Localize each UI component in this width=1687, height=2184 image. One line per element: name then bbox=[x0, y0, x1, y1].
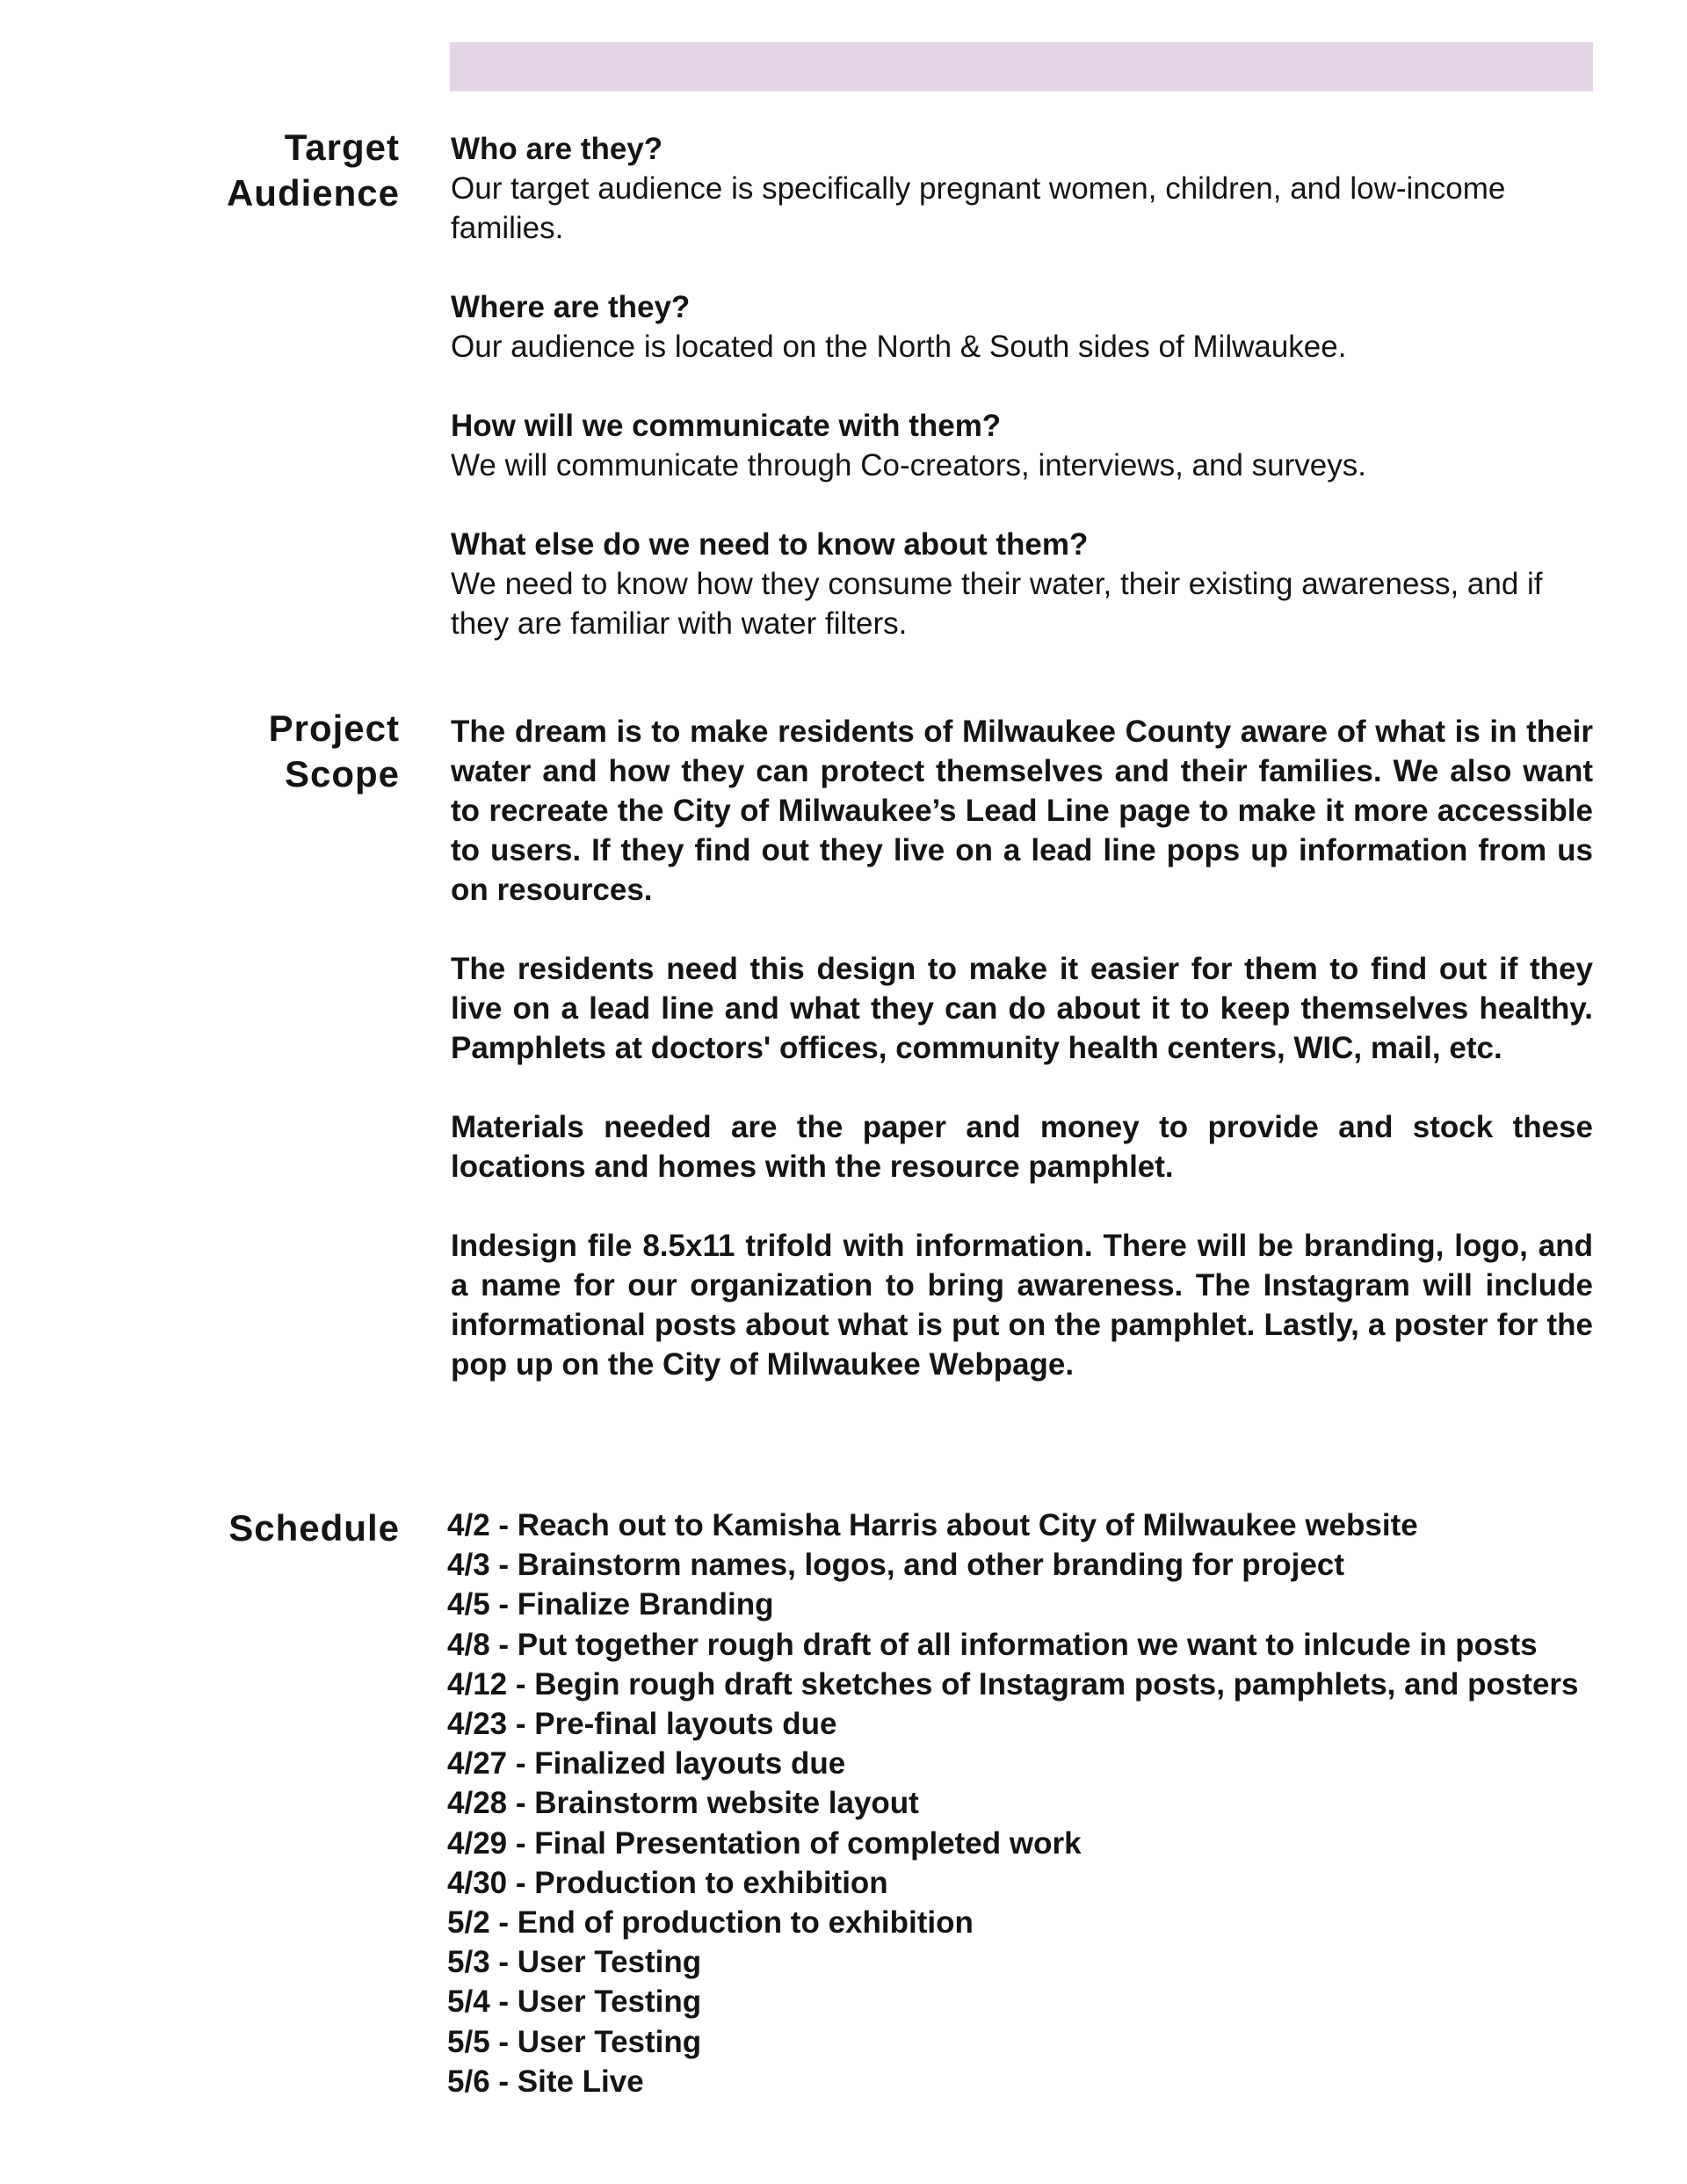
scope-paragraph: The residents need this design to make it easier for them to find out if they live on a lead line and what they can do about it to keep themselves healthy. Pamphlets at doctors' offices, community health centers, WIC, mail, etc. bbox=[451, 952, 1593, 1065]
schedule-item: 5/3 - User Testing bbox=[447, 1945, 702, 1980]
target-audience-label: Target Audience bbox=[226, 127, 400, 214]
schedule-item: 4/23 - Pre-final layouts due bbox=[447, 1707, 837, 1742]
target-audience-content bbox=[451, 129, 1593, 643]
schedule-item: 4/12 - Begin rough draft sketches of Instagram posts, pamphlets, and posters bbox=[447, 1666, 1579, 1701]
project-scope-label: Project Scope bbox=[268, 707, 400, 795]
answer: Our audience is located on the North & South sides of Milwaukee. bbox=[451, 330, 1347, 364]
schedule-item: 5/5 - User Testing bbox=[447, 2024, 702, 2059]
scope-paragraph: Materials needed are the paper and money to provide and stock these locations and homes with the resource pamphlet. bbox=[451, 1110, 1593, 1184]
question: Where are they? bbox=[451, 290, 691, 324]
schedule-item: 4/29 - Final Presentation of completed work bbox=[447, 1825, 1082, 1861]
answer: We will communicate through Co-creators, interviews, and surveys. bbox=[451, 448, 1366, 483]
scope-paragraph: The dream is to make residents of Milwaukee County aware of what is in their water and how they can protect themselves and their families. We also want to recreate the City of Milwaukee’s Lead Line page to make it more accessible to users. If they find out they live on a lead line pops up information from us on resources. bbox=[451, 715, 1593, 907]
answer: Our target audience is specifically pregnant women, children, and low-income families. bbox=[451, 171, 1506, 245]
schedule-item: 4/27 - Finalized layouts due bbox=[447, 1746, 846, 1781]
schedule-item: 4/28 - Brainstorm website layout bbox=[447, 1786, 919, 1821]
schedule-label: Schedule bbox=[228, 1507, 400, 1549]
answer: We need to know how they consume their water, their existing awareness, and if they are familiar with water filters. bbox=[451, 567, 1543, 641]
qa-item bbox=[451, 129, 1593, 248]
scope-paragraph: Indesign file 8.5x11 trifold with information. There will be branding, logo, and a name for our organization to bring awareness. The Instagram will include informational posts about what is put on the pamphlet. Lastly, a poster for the pop up on the City of Milwaukee Webpage. bbox=[451, 1229, 1593, 1382]
question: How will we communicate with them? bbox=[451, 409, 1002, 443]
schedule-item: 5/4 - User Testing bbox=[447, 1984, 702, 2020]
project-scope-content bbox=[451, 712, 1593, 1384]
schedule-item: 4/5 - Finalize Branding bbox=[447, 1587, 774, 1622]
question: What else do we need to know about them? bbox=[451, 527, 1089, 562]
schedule-item: 5/6 - Site Live bbox=[447, 2064, 644, 2099]
schedule-item: 4/8 - Put together rough draft of all information we want to inlcude in posts bbox=[447, 1627, 1538, 1662]
header-bar bbox=[450, 42, 1593, 91]
schedule-item: 4/2 - Reach out to Kamisha Harris about City of Milwaukee website bbox=[447, 1508, 1418, 1542]
qa-item bbox=[451, 406, 1593, 485]
schedule-item: 5/2 - End of production to exhibition bbox=[447, 1905, 974, 1941]
schedule-list bbox=[447, 1506, 1579, 2101]
qa-item bbox=[451, 287, 1593, 366]
qa-item bbox=[451, 525, 1593, 643]
question: Who are they? bbox=[451, 132, 663, 166]
schedule-item: 4/30 - Production to exhibition bbox=[447, 1865, 888, 1900]
schedule-item: 4/3 - Brainstorm names, logos, and other branding for project bbox=[447, 1548, 1344, 1583]
